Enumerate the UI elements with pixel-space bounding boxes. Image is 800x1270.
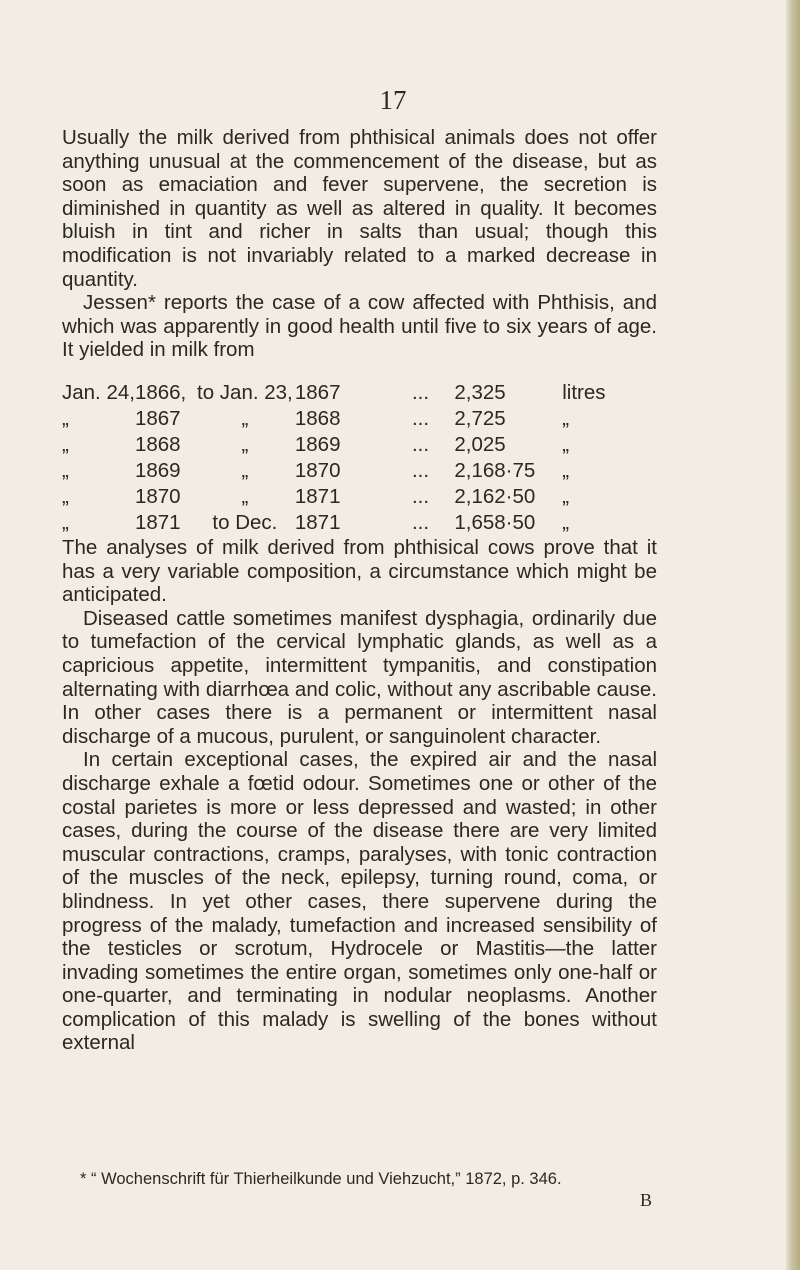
table-cell-from: „ [62, 459, 69, 482]
table-cell-y1: 1866, [134, 381, 187, 404]
table-row [62, 458, 662, 484]
table-row [62, 406, 662, 432]
table-cell-unit: „ [562, 407, 570, 430]
table-cell-y2: 1869 [294, 433, 341, 456]
body-text-upper [62, 126, 657, 362]
table-cell-dots: ... [411, 485, 430, 508]
table-row [62, 510, 662, 536]
footnote-text: “ Wochenschrift für Thierheilkunde und Viehzucht,” 1872, p. 346. [91, 1170, 562, 1188]
paragraph: In certain exceptional cases, the expired air and the nasal discharge exhale a fœtid odour. Sometimes one or other of the costal parietes is more or less depressed and wasted; in other cases, during the course of the disease there are very limited muscular contractions, cramps, paralyses, with tonic contraction of the muscles of the neck, epilepsy, turning round, coma, or blindness. In yet other cases, there supervene during the progress of the malady, tumefaction and increased sensibility of the testicles or scrotum, Hydrocele or Mastitis—the latter invading sometimes the entire organ, sometimes only one-half or one-quarter, and terminating in nodular neoplasms. Another complication of this malady is swelling of the bones without external [62, 748, 657, 1055]
table-cell-amount: 1,658·50 [454, 511, 536, 534]
table-cell-unit: „ [562, 433, 570, 456]
table-cell-dots: ... [411, 381, 430, 404]
table-cell-amount: 2,025 [454, 433, 506, 456]
footnote-marker: * [80, 1170, 87, 1188]
table-cell-from: „ [62, 485, 69, 508]
table-cell-dots: ... [411, 433, 430, 456]
paragraph: Jessen* reports the case of a cow affected with Phthisis, and which was apparently in good health until five to six years of age. It yielded in milk from [62, 291, 657, 362]
table-cell-y2: 1871 [294, 511, 341, 534]
table-row [62, 380, 662, 406]
table-row [62, 484, 662, 510]
table-cell-y1: 1870 [134, 485, 181, 508]
page-number: 17 [379, 85, 407, 115]
table-cell-to: „ [241, 407, 249, 430]
table-cell-y2: 1871 [294, 485, 341, 508]
table-cell-amount: 2,168·75 [454, 459, 536, 482]
table-cell-unit: litres [562, 381, 606, 404]
paragraph: The analyses of milk derived from phthisical cows prove that it has a very variable composition, a circumstance which might be anticipated. [62, 536, 657, 607]
table-cell-to: „ [241, 433, 249, 456]
table-cell-from: „ [62, 511, 69, 534]
table-cell-dots: ... [411, 407, 430, 430]
page-edge [786, 0, 800, 1270]
table-cell-from: „ [62, 407, 69, 430]
footnote [62, 1168, 662, 1190]
paragraph: Diseased cattle sometimes manifest dysphagia, ordinarily due to tumefaction of the cervical lymphatic glands, as well as a capricious appetite, intermittent tympanitis, and constipation alternating with diarrhœa and colic, without any ascribable cause. In other cases there is a permanent or intermittent nasal discharge of a mucous, purulent, or sanguinolent character. [62, 606, 657, 748]
table-cell-y2: 1868 [294, 407, 341, 430]
table-cell-unit: „ [562, 511, 570, 534]
table-cell-unit: „ [562, 485, 570, 508]
table-cell-from: „ [62, 433, 69, 456]
table-cell-y1: 1871 [134, 511, 181, 534]
signature-mark: B [640, 1190, 653, 1210]
table-cell-amount: 2,325 [454, 381, 506, 404]
table-cell-to: to Jan. 23, [197, 381, 293, 404]
table-cell-to: „ [241, 459, 249, 482]
paragraph: Usually the milk derived from phthisical animals does not offer anything unusual at the commencement of the disease, but as soon as emaciation and fever supervene, the secretion is diminished in quantity as well as altered in quality. It becomes bluish in tint and richer in salts than usual; though this modification is not invariably related to a marked decrease in quantity. [62, 126, 657, 291]
table-cell-unit: „ [562, 459, 570, 482]
table-cell-y1: 1867 [134, 407, 181, 430]
table-cell-dots: ... [411, 459, 430, 482]
table-cell-from: Jan. 24, [62, 381, 135, 404]
table-cell-amount: 2,162·50 [454, 485, 536, 508]
table-cell-to: to Dec. [212, 511, 278, 534]
table-cell-y1: 1868 [134, 433, 181, 456]
body-text-lower [62, 536, 657, 1055]
table-cell-dots: ... [411, 511, 430, 534]
table-cell-y2: 1867 [294, 381, 341, 404]
milk-yield-table [62, 380, 662, 536]
table-cell-y1: 1869 [134, 459, 181, 482]
table-row [62, 432, 662, 458]
table-cell-to: „ [241, 485, 249, 508]
table-cell-amount: 2,725 [454, 407, 506, 430]
table-cell-y2: 1870 [294, 459, 341, 482]
